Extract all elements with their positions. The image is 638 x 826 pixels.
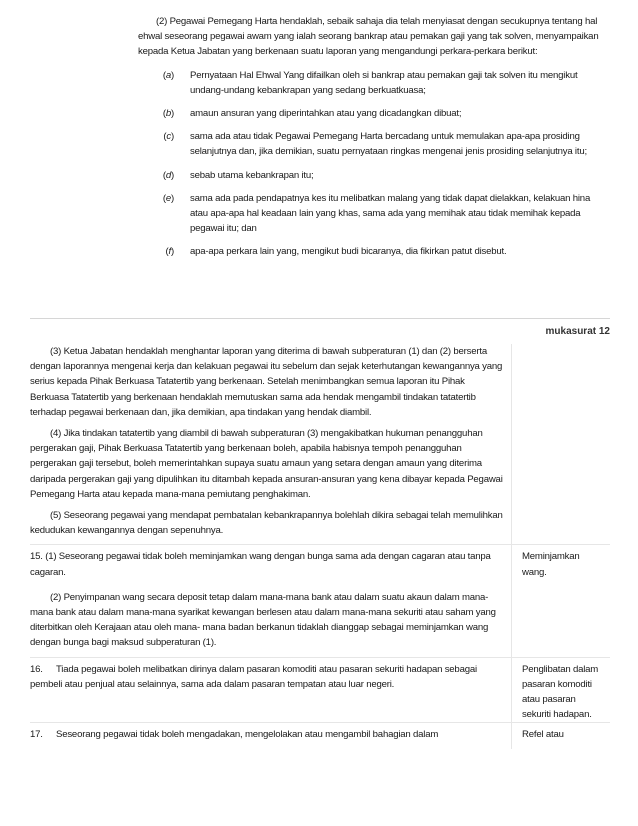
item-label-b: b xyxy=(165,108,171,120)
subsection-2-intro: (2) Pegawai Pemegang Harta hendaklah, sebaik sahaja dia telah menyiasat dengan secukupnya tentang hal ehwal seseorang pegawai awam yang ialah seorang bankrap atau pemakan gaji yang tak solven, menyampaikan kepada Ketua Jabatan yang berkenaan suatu laporan yang mengandungi perkara-perkara berikut: xyxy=(138,16,599,58)
subsection-5-text: (5) Seseorang pegawai yang mendapat pembatalan kebankrapannya bolehlah dikira sebagai telah memulihkan kedudukan kewangannya dengan sepenuhnya. xyxy=(30,510,503,537)
subsection-2-block xyxy=(138,14,600,260)
item-label-d: d xyxy=(165,169,171,181)
margin-note-16: Penglibatan dalam pasaran komoditi atau pasaran sekuriti hadapan. xyxy=(522,663,599,721)
subsection-3-text: (3) Ketua Jabatan hendaklah menghantar laporan yang diterima di bawah subperaturan (1) dan (2) berserta dengan laporannya mengenai kerja dan kelakuan pegawai itu sebelum dan sejak keterhutangan kewangannya yang serius kepada Pihak Berkuasa Tatatertib yang berkenaan. Setelah menimbangkan semua laporan itu Pihak Berkuasa Tatatertib yang berkenaan hendaklah memutuskan sama ada hendak mengambil tindakan tatatertib terhadap pegawai berkenaan dan, jika demikian, apa tindakan yang hendak diambil. xyxy=(30,346,503,418)
list-item-e: (e) sama ada pada pendapatnya kes itu melibatkan malang yang tidak dapat dielakkan, kelakuan hina atau apa-apa hal keadaan lain yang khas, sama ada yang memihak atau tidak memihak kepada pegawai itu; dan xyxy=(138,191,600,237)
table-row xyxy=(30,657,610,723)
section-16-number: 16. xyxy=(30,663,43,675)
page-number-label: mukasurat 12 xyxy=(545,326,610,337)
item-label-c: c xyxy=(166,131,171,143)
item-list xyxy=(138,68,600,260)
regulation-table xyxy=(30,344,610,749)
table-row xyxy=(30,544,610,656)
section-16-text: Tiada pegawai boleh melibatkan dirinya dalam pasaran komoditi atau pasaran sekuriti hadapan sebagai pembeli atau penjual atau selainnya, sama ada dalam pasaran tempatan atau luar negeri. xyxy=(30,663,477,690)
item-label-a: a xyxy=(165,69,171,81)
list-item-c: (c) sama ada atau tidak Pegawai Pemegang Harta bercadang untuk memulakan apa-apa prosiding selanjutnya dan, jika demikian, suatu pernyataan ringkas mengenai jenis prosiding selanjutnya itu; xyxy=(138,129,600,159)
margin-note-15: Meminjamkan wang. xyxy=(522,551,580,578)
table-row xyxy=(30,344,610,544)
list-item-d: (d) sebab utama kebankrapan itu; xyxy=(138,168,600,183)
item-text-e: sama ada pada pendapatnya kes itu melibatkan malang yang tidak dapat dielakkan, kelakuan hina atau apa-apa hal keadaan lain yang khas, sama ada yang memihak atau tidak memihak kepada pegawai itu; dan xyxy=(190,192,591,235)
section-15-1-text: 15. (1) Seseorang pegawai tidak boleh meminjamkan wang dengan bunga sama ada dengan cagaran atau tanpa cagaran. xyxy=(30,551,491,578)
item-text-b: amaun ansuran yang diperintahkan atau yang dicadangkan dibuat; xyxy=(190,108,462,120)
subsection-4-text: (4) Jika tindakan tatatertib yang diambil di bawah subperaturan (3) mengakibatkan hukuman penangguhan pergerakan gaji, Pihak Berkuasa Tatatertib yang berkenaan boleh, apabila habisnya tempoh penangguhan pergerakan gaji tersebut, boleh memerintahkan supaya suatu amaun yang setara dengan amaun yang diterima daripada pergerakan gaji yang dipulihkan itu ditambah kepada ansuran-ansuran yang kena dibayar kepada Pegawai Pemegang Harta atau kepada mana-mana pemiutang penghakiman. xyxy=(30,428,503,500)
section-17-number: 17. xyxy=(30,729,43,741)
list-item-f: (f) apa-apa perkara lain yang, mengikut budi bicaranya, dia fikirkan patut disebut. xyxy=(138,244,600,259)
list-item-a: (a) Pernyataan Hal Ehwal Yang difailkan oleh si bankrap atau pemakan gaji tak solven itu mengikut undang-undang kebankrapan yang sedang berkuatkuasa; xyxy=(138,68,600,98)
item-label-f: f xyxy=(168,246,171,258)
section-17-text: Seseorang pegawai tidak boleh mengadakan, mengelolakan atau mengambil bahagian dalam xyxy=(56,729,439,741)
item-text-c: sama ada atau tidak Pegawai Pemegang Harta bercadang untuk memulakan apa-apa prosiding selanjutnya dan, jika demikian, suatu pernyataan ringkas mengenai jenis prosiding selanjutnya itu; xyxy=(190,131,587,158)
list-item-b: (b) amaun ansuran yang diperintahkan atau yang dicadangkan dibuat; xyxy=(138,106,600,121)
item-text-a: Pernyataan Hal Ehwal Yang difailkan oleh si bankrap atau pemakan gaji tak solven itu mengikut undang-undang kebankrapan yang sedang berkuatkuasa; xyxy=(190,69,578,96)
margin-note-17: Refel atau xyxy=(522,729,564,741)
section-15-2-text: (2) Penyimpanan wang secara deposit tetap dalam mana-mana bank atau dalam suatu akaun dalam mana-mana bank atau dalam mana-mana syarikat kewangan berlesen atau dalam mana-mana sekuriti atau saham yang diterbitkan oleh Kerajaan atau oleh mana- mana badan berkanun tidaklah dianggap sebagai meminjamkan wang dengan bunga bagi maksud subperaturan (1). xyxy=(30,591,496,649)
item-label-e: e xyxy=(165,192,171,204)
page-divider xyxy=(30,318,610,319)
item-text-d: sebab utama kebankrapan itu; xyxy=(190,169,314,181)
item-text-f: apa-apa perkara lain yang, mengikut budi bicaranya, dia fikirkan patut disebut. xyxy=(190,246,507,258)
table-row xyxy=(30,722,610,748)
